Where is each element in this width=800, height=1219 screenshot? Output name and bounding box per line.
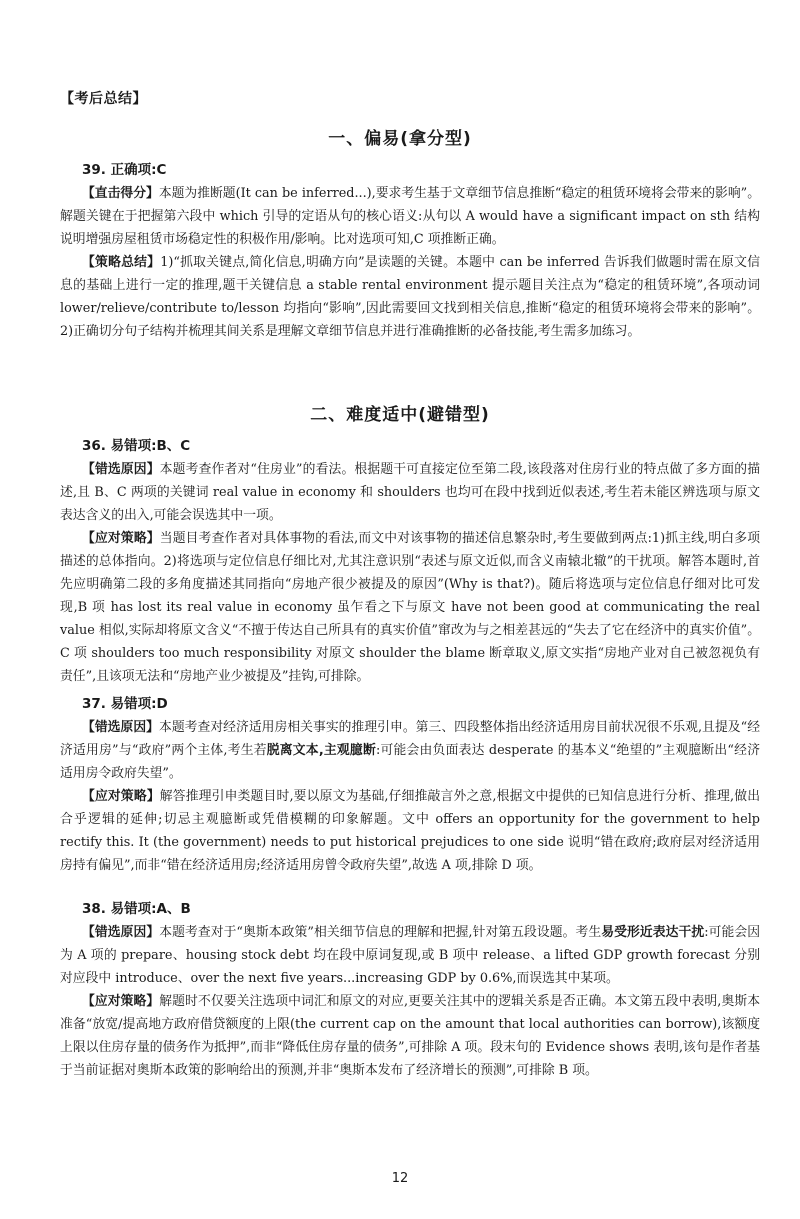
question-39-block (60, 158, 760, 343)
q36-strategy-label: 【应对策略】 (82, 531, 160, 546)
q36-reason-text: 本题考查作者对“住房业”的看法。根据题干可直接定位至第二段,该段落对住房行业的特点做了多方面的描述,且 B、C 两项的关键词 real value in economy 和 shoulders 也均可在段中找到近似表述,考生若未能区辨选项与原文表达含义的出入,可能会误选其中一项。 (60, 462, 761, 523)
q37-strategy-text: 解答推理引申类题目时,要以原文为基础,仔细推敲言外之意,根据文中提供的已知信息进行分析、推理,做出合乎逻辑的延伸;切忌主观臆断或凭借模糊的印象解题。文中 offers an opportunity for the government to help rectify this. It (the government) needs to put historical prejudices to one side 说明“错在政府;政府层对经济适用房持有偏见”,而非“错在经济适用房;经济适用房曾令政府失望”,故选 A 项,排除 D 项。 (60, 789, 760, 873)
question-37-block (60, 692, 760, 877)
q36-reason-label: 【错选原因】 (82, 462, 160, 477)
q37-reason-emphasis: 脱离文本,主观臆断 (266, 743, 376, 758)
q37-reason-text-a: 本题考查对经济适用房相关事实的推理引申。第三、四段整体指出经济适用房目前状况很不乐观,且提及“经济适用房”与“政府”两个主体,考生若 (60, 720, 761, 758)
q36-reason-paragraph (60, 458, 760, 527)
q36-strategy-paragraph (60, 527, 760, 688)
q38-reason-emphasis: 易受形近表达干扰 (601, 925, 705, 940)
q36-strategy-text: 当题目考查作者对具体事物的看法,而文中对该事物的描述信息繁杂时,考生要做到两点:1)抓主线,明白多项描述的总体指向。2)将选项与定位信息仔细比对,尤其注意识别“表述与原文近似,而含义南辕北辙”的干扰项。解答本题时,首先应明确第二段的多角度描述其同指向“房地产很少被提及的原因”(Why is that?)。随后将选项与定位信息仔细对比可发现,B 项 has lost its real value in economy 虽乍看之下与原文 have not been good at communicating the real value 相似,实际却将原文含义“不擅于传达自己所具有的真实价值”窜改为与之相差甚远的“失去了它在经济中的真实价值”。C 项 shoulders too much responsibility 对原文 shoulder the blame 断章取义,原文实指“房地产业对自己被忽视负有责任”,且该项无法和“房地产业少被提及”挂钩,可排除。 (60, 531, 760, 684)
question-37-heading: 37. 易错项:D (82, 696, 168, 712)
page-number: 12 (391, 1171, 409, 1186)
question-38-block (60, 897, 760, 1082)
question-39-heading: 39. 正确项:C (82, 162, 167, 178)
q39-analysis-text: 本题为推断题(It can be inferred...),要求考生基于文章细节信息推断“稳定的租赁环境将会带来的影响”。解题关键在于把握第六段中 which 引导的定语从句的核心语义:从句以 A would have a significant impact on sth 结构说明增强房屋租赁市场稳定性的积极作用/影响。比对选项可知,C 项推断正确。 (60, 186, 760, 247)
q39-strategy-text: 1)“抓取关键点,简化信息,明确方向”是读题的关键。本题中 can be inferred 告诉我们做题时需在原文信息的基础上进行一定的推理,题干关键信息 a stable rental environment 提示题目关注点为“稳定的租赁环境”,各项动词 lower/relieve/contribute to/lesson 均指向“影响”,因此需要回文找到相关信息,推断“稳定的租赁环境将会带来的影响”。2)正确切分句子结构并梳理其间关系是理解文章细节信息并进行准确推断的必备技能,考生需多加练习。 (60, 255, 760, 339)
q37-reason-text-b: :可能会由负面表达 desperate 的基本义“绝望的”主观臆断出“经济适用房令政府失望”。 (60, 743, 760, 781)
q38-strategy-text: 解题时不仅要关注选项中词汇和原文的对应,更要关注其中的逻辑关系是否正确。本文第五段中表明,奥斯本准备“放宽/提高地方政府借贷额度的上限(the current cap on the amount that local authorities can borrow),该额度上限以住房存量的债务作为抵押”,而非“降低住房存量的债务”,可排除 A 项。段末句的 Evidence shows 表明,该句是作者基于当前证据对奥斯本政策的影响给出的预测,并非“奥斯本发布了经济增长的预测”,可排除 B 项。 (60, 994, 761, 1078)
q38-strategy-paragraph (60, 990, 760, 1082)
q39-strategy-label: 【策略总结】 (82, 255, 161, 270)
question-38-heading: 38. 易错项:A、B (82, 901, 191, 917)
section-title-medium: 二、难度适中(避错型) (310, 405, 490, 425)
q38-reason-text-a: 本题考查对于“奥斯本政策”相关细节信息的理解和把握,针对第五段设题。考生 (159, 925, 602, 940)
question-36-block (60, 434, 760, 688)
q37-reason-label: 【错选原因】 (82, 720, 160, 735)
q37-strategy-label: 【应对策略】 (82, 789, 160, 804)
q38-reason-paragraph (60, 921, 760, 990)
q39-strategy-paragraph (60, 251, 760, 343)
q37-reason-paragraph (60, 716, 760, 785)
section-tag: 【考后总结】 (60, 91, 147, 107)
q39-analysis-label: 【直击得分】 (82, 186, 159, 201)
question-36-heading: 36. 易错项:B、C (82, 438, 191, 454)
q38-strategy-label: 【应对策略】 (82, 994, 160, 1009)
q37-strategy-paragraph (60, 785, 760, 877)
section-title-easy: 一、偏易(拿分型) (328, 129, 472, 149)
q38-reason-text-b: :可能会因为 A 项的 prepare、housing stock debt 均在段中原词复现,或 B 项中 release、a lifted GDP growth forecast 分别对应段中 introduce、over the next five years...increasing GDP by 0.6%,而误选其中某项。 (60, 925, 761, 986)
q39-analysis-paragraph (60, 182, 760, 251)
q38-reason-label: 【错选原因】 (82, 925, 160, 940)
